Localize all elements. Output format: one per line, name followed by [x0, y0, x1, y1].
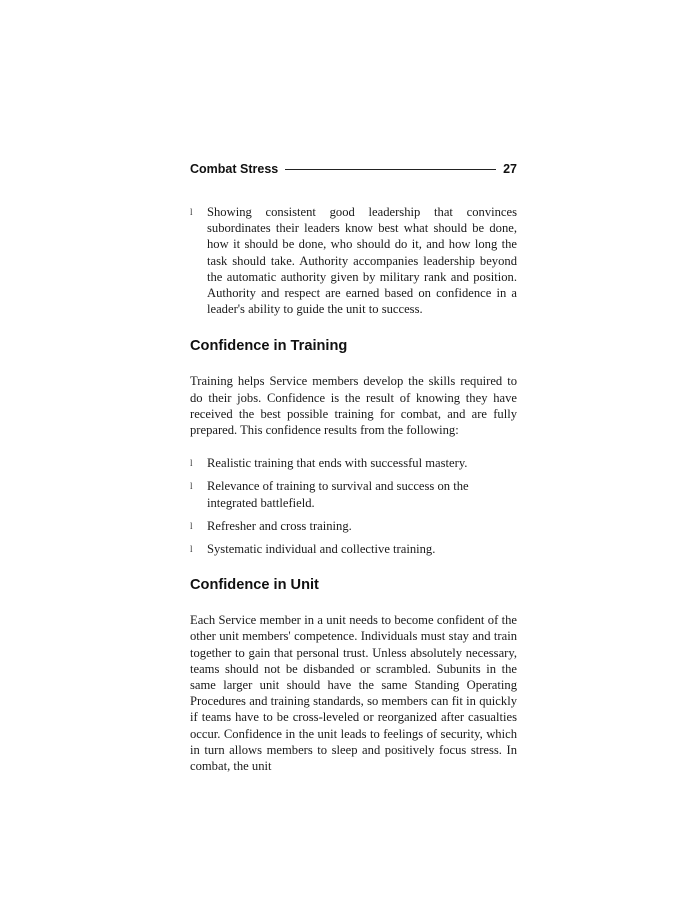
- running-header: [190, 162, 517, 176]
- bullet-text: Showing consistent good leadership that convinces subordinates their leaders know best what should be done, how it should be done, who should do it, and how long the task should take. Authority accompanies leadership beyond the automatic authority given by military rank and position. Authority and respect are earned based on confidence in a leader's ability to guide the unit to success.: [207, 205, 517, 317]
- list-item: [190, 478, 517, 510]
- training-paragraph: Training helps Service members develop the skills required to do their jobs. Confidence is the result of knowing they have received the best possible training for combat, and are fully prepared. This confidence results from the following:: [190, 374, 517, 438]
- bullet-marker: l: [190, 544, 193, 555]
- bullet-text: Systematic individual and collective training.: [207, 542, 436, 557]
- bullet-marker: l: [190, 207, 193, 217]
- header-title: Combat Stress: [190, 162, 279, 176]
- bullet-text: Relevance of training to survival and success on the integrated battlefield.: [207, 479, 469, 510]
- bullet-marker: l: [190, 458, 193, 469]
- unit-paragraph: Each Service member in a unit needs to become confident of the other unit members' competence. Individuals must stay and train together to gain that personal trust. Unless absolutely necessary, teams should not be disbanded or scrambled. Subunits in the same larger unit should have the same Standing Operating Procedures and training standards, so members can fit in quickly if teams have to be cross-leveled or reorganized after casualties occur. Confidence in the unit leads to feelings of security, which in turn allows members to sleep and positively focus stress. In combat, the unit: [190, 613, 517, 774]
- bullet-text: Realistic training that ends with successful mastery.: [207, 456, 468, 471]
- header-rule: [285, 169, 496, 170]
- bullet-marker: l: [190, 481, 193, 492]
- bullet-text: Refresher and cross training.: [207, 518, 352, 533]
- page-body: [190, 204, 517, 791]
- list-item: [190, 541, 517, 557]
- section-heading-training: Confidence in Training: [190, 338, 348, 355]
- page-number: 27: [503, 162, 517, 176]
- list-item: [190, 455, 517, 471]
- bullet-marker: l: [190, 520, 193, 531]
- list-item: [190, 518, 517, 534]
- section-heading-unit: Confidence in Unit: [190, 577, 319, 594]
- leadership-bullet: [190, 204, 517, 317]
